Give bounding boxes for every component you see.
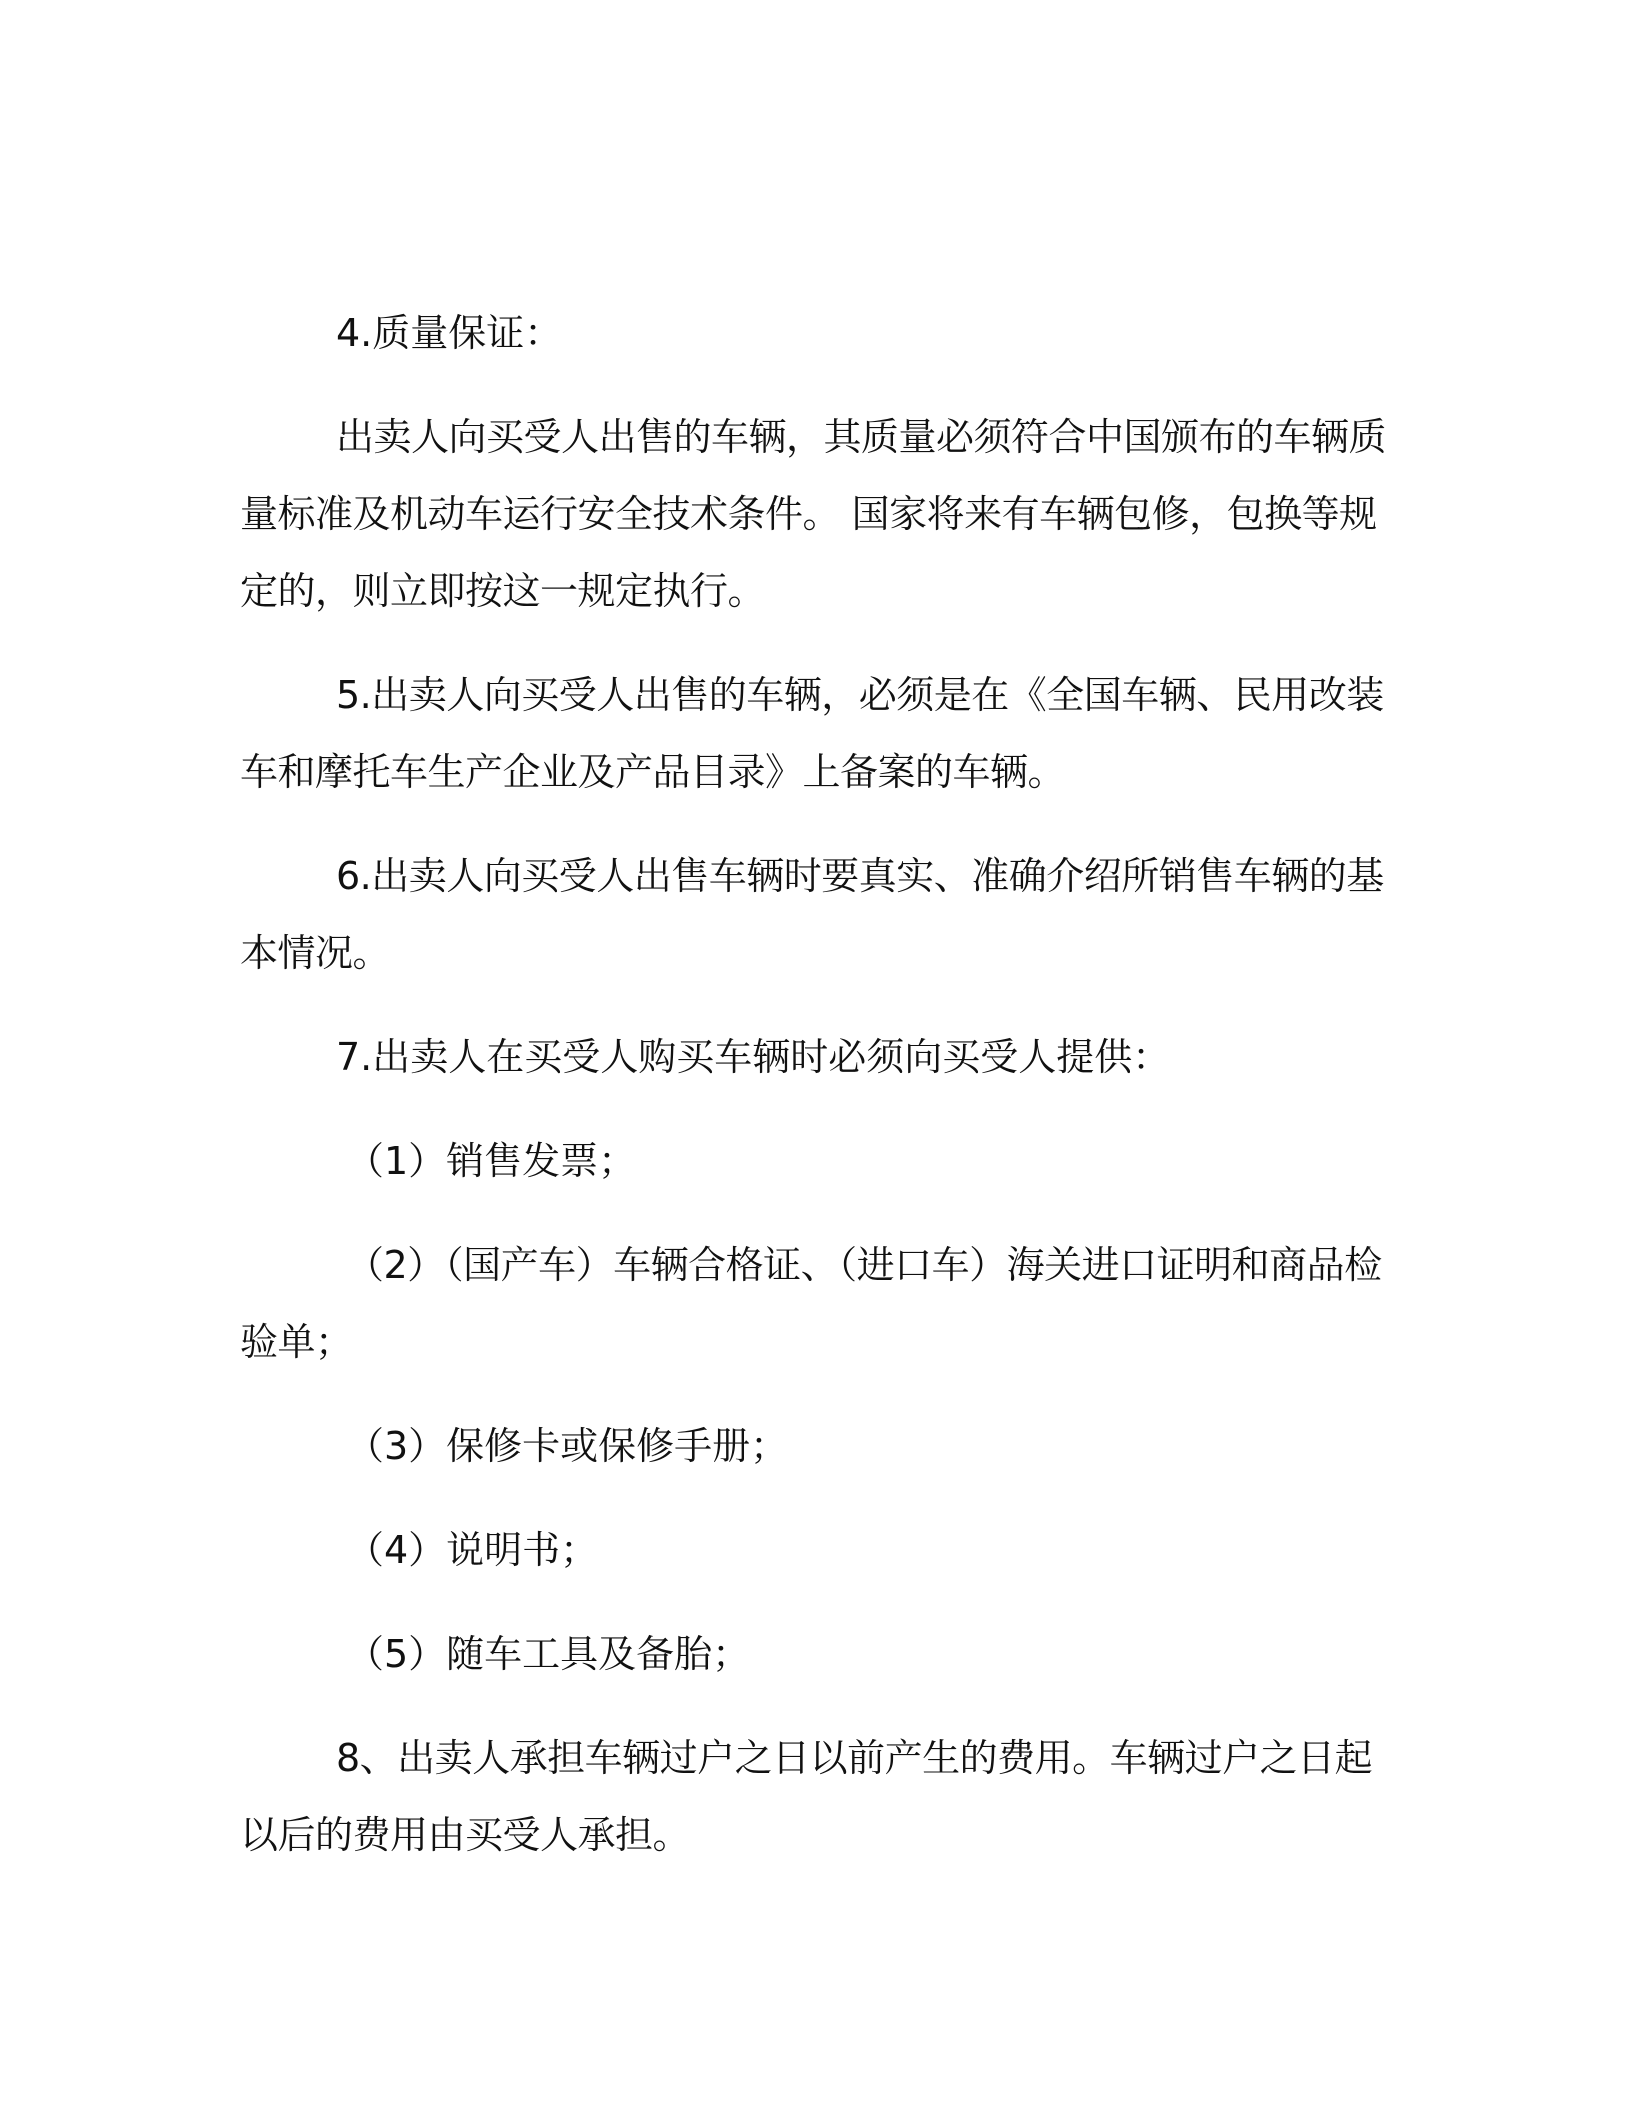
clause-4-heading: 4.质量保证： [336, 311, 563, 355]
clause-5-text: 5.出卖人向买受人出售的车辆，必须是在《全国车辆、民用改装车和摩托车生产企业及产品目录》上备案的车辆。 [240, 673, 1384, 794]
clause-7-item-4: （4）说明书； [346, 1528, 599, 1572]
clause-8-text: 8、出卖人承担车辆过户之日以前产生的费用。车辆过户之日起以后的费用由买受人承担。 [240, 1736, 1373, 1857]
clause-7-item-5: （5）随车工具及备胎； [346, 1632, 751, 1676]
clause-7-heading: 7.出卖人在买受人购买车辆时必须向买受人提供： [336, 1035, 1171, 1079]
document-body [240, 295, 1390, 1901]
clause-7-item-1: （1）销售发票； [346, 1139, 637, 1183]
clause-6-text: 6.出卖人向买受人出售车辆时要真实、准确介绍所销售车辆的基本情况。 [240, 854, 1384, 975]
clause-7-item-2: （2）（国产车）车辆合格证、（进口车）海关进口证明和商品检验单； [240, 1243, 1382, 1364]
clause-7-item-3: （3）保修卡或保修手册； [346, 1424, 789, 1468]
clause-4-text: 出卖人向买受人出售的车辆，其质量必须符合中国颁布的车辆质量标准及机动车运行安全技术条件。 国家将来有车辆包修，包换等规定的，则立即按这一规定执行。 [240, 415, 1387, 613]
